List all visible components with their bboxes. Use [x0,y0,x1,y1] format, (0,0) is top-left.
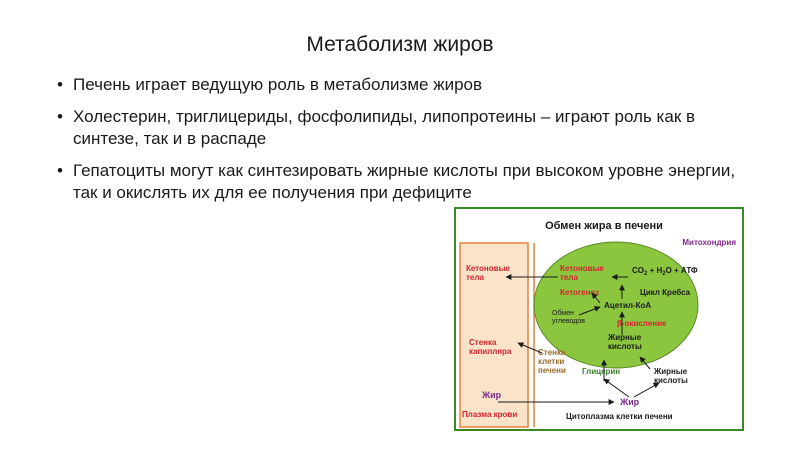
diagram-title: Обмен жира в печени [545,220,663,232]
fat-cell-label: Жир [620,397,640,407]
co2-equation: $CO_2 + H_2O$ + АТФ [632,266,698,277]
fat-metabolism-diagram [454,207,744,431]
diagram-svg [454,207,744,431]
fatty-acids-cyto-label: Жирные кислоты [654,367,688,385]
krebs-label: Цикл Кребса [640,288,691,297]
fat-blood-label: Жир [482,390,502,400]
bullet-item: • Печень играет ведущую роль в метаболизме жиров [57,74,757,96]
blood-plasma-label: Плазма крови [462,410,518,419]
fatty-acids-mito-label: Жирные кислоты [608,333,642,351]
beta-oxidation-label: β-окисление [617,319,667,328]
bullet-item: • Холестерин, триглицериды, фосфолипиды, липопротеины – играют роль как в синтезе, так и в распаде [57,106,757,150]
ketogenesis-label: Кетогенез [560,288,599,297]
bullet-list [57,74,757,214]
mitochondria-label: Митохондрия [682,238,736,247]
capillary-wall-label: Стенка капилляра [469,338,512,356]
glycerol-label: Глицерин [582,367,621,376]
acetyl-coa-label: Ацетил-КоА [604,301,652,310]
slide-title: Метаболизм жиров [306,33,494,56]
cell-wall-label: Стенка клетки печени [538,348,566,375]
ketone-blood-label: Кетоновые тела [466,264,510,282]
cytoplasm-label: Цитоплазма клетки печени [566,412,673,421]
ketone-mito-label: Кетоновые тела [560,264,604,282]
carb-metabolism-label: Обмен углеводов [552,310,585,325]
bullet-item: • Гепатоциты могут как синтезировать жирные кислоты при высоком уровне энергии, так и окислять их для ее получения при дефиците [57,160,757,204]
